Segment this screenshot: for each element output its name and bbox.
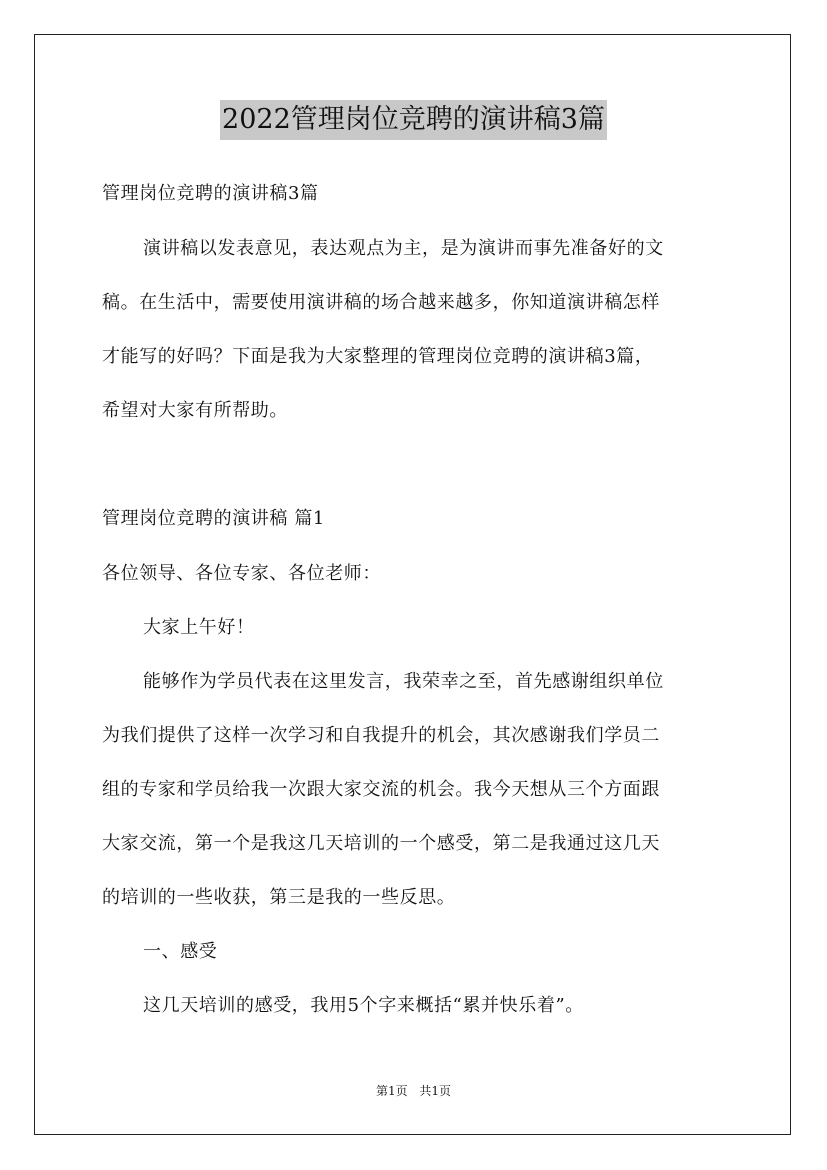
salutation-line: 各位领导、各位专家、各位老师： (102, 563, 381, 584)
page-footer (0, 1083, 827, 1099)
body-line: 才能写的好吗？下面是我为大家整理的管理岗位竞聘的演讲稿3篇， (102, 346, 654, 367)
document-title: 2022管理岗位竞聘的演讲稿3篇 (220, 100, 607, 140)
subsection-heading: 一、感受 (143, 941, 218, 962)
body-line: 希望对大家有所帮助。 (102, 400, 288, 421)
body-line: 为我们提供了这样一次学习和自我提升的机会，其次感谢我们学员二 (102, 725, 660, 746)
subtitle-line: 管理岗位竞聘的演讲稿3篇 (102, 183, 319, 204)
body-line: 的培训的一些收获，第三是我的一些反思。 (102, 887, 456, 908)
title-area (0, 100, 827, 140)
body-line: 稿。在生活中，需要使用演讲稿的场合越来越多，你知道演讲稿怎样 (102, 292, 660, 313)
page-number: 第1页 (375, 1084, 408, 1098)
body-line: 这几天培训的感受，我用5个字来概括“累并快乐着”。 (143, 995, 584, 1016)
body-line: 演讲稿以发表意见，表达观点为主，是为演讲而事先准备好的文 (143, 238, 664, 259)
body-line: 组的专家和学员给我一次跟大家交流的机会。我今天想从三个方面跟 (102, 779, 660, 800)
body-line: 大家交流，第一个是我这几天培训的一个感受，第二是我通过这几天 (102, 833, 660, 854)
section-heading: 管理岗位竞聘的演讲稿 篇1 (102, 508, 325, 529)
greeting-line: 大家上午好！ (143, 617, 255, 638)
page-total: 共1页 (419, 1084, 452, 1098)
body-line: 能够作为学员代表在这里发言，我荣幸之至，首先感谢组织单位 (143, 671, 664, 692)
